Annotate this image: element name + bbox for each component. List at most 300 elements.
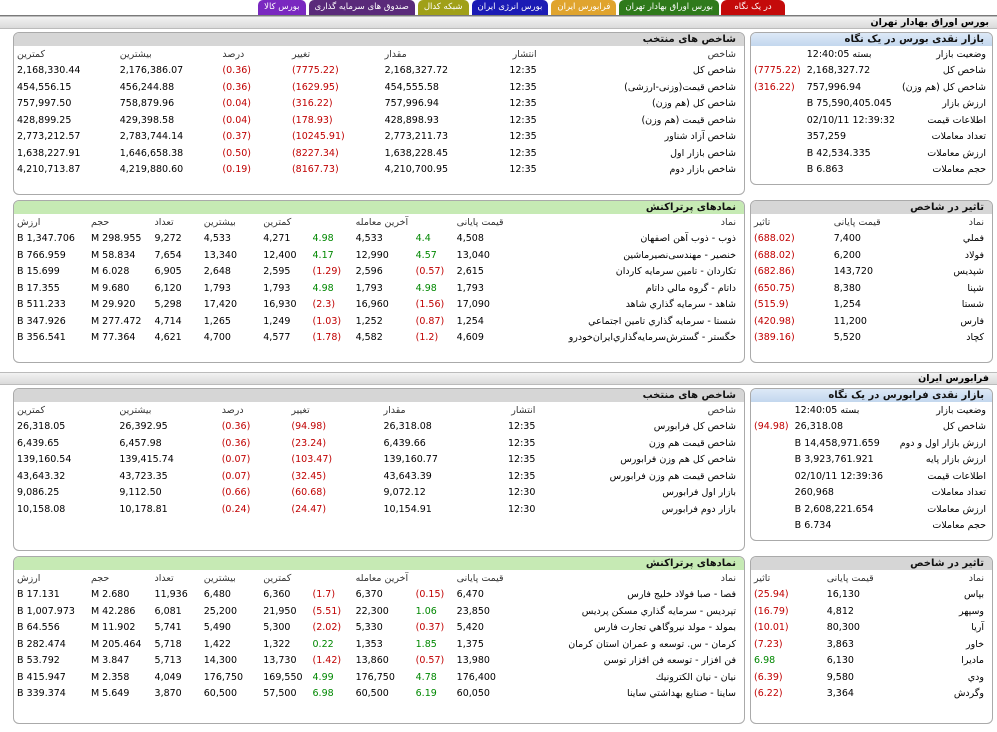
cell: 1,646,658.38 [119, 147, 184, 159]
tse-indices-panel [13, 32, 745, 195]
cell: 12:35 [509, 98, 537, 110]
glance-label: وضعیت بازار [936, 404, 986, 416]
glance-label: ارزش معاملات [927, 147, 986, 159]
cell: 9,272 [154, 233, 182, 245]
cell: 77.364 M [90, 332, 136, 344]
glance-row [751, 46, 992, 63]
symbol-link[interactable]: خگستر - گسترش‌سرمايه‌گذاري‌ايران‌خودرو [568, 332, 736, 344]
table-row [14, 686, 744, 703]
symbol-link[interactable]: خاور [966, 638, 984, 650]
symbol-link[interactable]: داتام - گروه مالي داتام [645, 282, 736, 294]
column-header: نماد [968, 216, 984, 228]
cell: 64.556 B [17, 622, 60, 634]
cell: (178.93) [291, 114, 333, 126]
symbol-link[interactable]: بپاس [963, 589, 984, 601]
table-row [14, 96, 744, 113]
cell: 429,398.58 [119, 114, 175, 126]
index-name[interactable]: شاخص آزاد شناور [664, 131, 736, 143]
cell: 428,899.25 [17, 114, 72, 126]
index-name[interactable]: شاخص کل فرابورس [653, 421, 736, 433]
cell: 4.98 [312, 233, 334, 245]
table-row [14, 162, 744, 179]
cell: 6.028 M [90, 266, 130, 278]
cell: (1.03) [312, 315, 342, 327]
header-row [14, 46, 744, 63]
symbol-link[interactable]: فملي [962, 233, 984, 245]
symbol-link[interactable]: خنصير - مهندسی‌نصيرماشين [623, 249, 736, 261]
cell: 511.233 B [17, 299, 66, 311]
symbol-link[interactable]: تپرديس - سرمايه گذاري مسكن پرديس [581, 605, 736, 617]
cell: 17.355 B [17, 282, 60, 294]
cell: 12:35 [509, 147, 537, 159]
cell: (0.07) [221, 470, 251, 482]
table-row [751, 264, 992, 281]
index-name[interactable]: شاخص قیمت هم وزن فرابورس [609, 470, 736, 482]
cell: 11,200 [833, 315, 867, 327]
glance-label: تعداد معاملات [931, 131, 986, 143]
table-row [14, 145, 744, 162]
cell: 16,960 [355, 299, 389, 311]
cell: (0.15) [415, 589, 445, 601]
ifb-popular-table [14, 570, 744, 702]
cell: 2,783,744.14 [119, 131, 184, 143]
cell: 6,130 [826, 655, 854, 667]
glance-value: 2,608,221.654 B [794, 503, 874, 515]
cell: 2,595 [263, 266, 291, 278]
cell: (0.36) [221, 421, 251, 433]
cell: 12:35 [507, 454, 536, 466]
glance-row [751, 96, 992, 113]
cell: 5,300 [263, 622, 291, 634]
cell: 1,375 [456, 638, 484, 650]
symbol-link[interactable]: شستا [961, 299, 984, 311]
cell: (8227.34) [291, 147, 339, 159]
cell: 15.699 B [17, 266, 60, 278]
tab-at-a-glance[interactable]: در یک نگاه [721, 0, 785, 15]
glance-value: 42,534.335 B [806, 147, 871, 159]
table-row [14, 247, 744, 264]
index-name[interactable]: شاخص کل (هم وزن) [651, 98, 736, 110]
glance-value: 357,259 [806, 131, 847, 143]
cell: 17,090 [456, 299, 490, 311]
symbol-link[interactable]: فارس [960, 315, 984, 327]
cell: (60.68) [291, 487, 327, 499]
column-header: قیمت پایانی [826, 572, 874, 584]
index-name[interactable]: شاخص کل هم وزن فرابورس [620, 454, 736, 466]
glance-row [751, 63, 992, 80]
cell: 4,700 [203, 332, 231, 344]
cell: 143,720 [833, 266, 874, 278]
cell: 12:35 [509, 131, 537, 143]
cell: 757,997.50 [17, 98, 72, 110]
symbol-link[interactable]: فن افزار - توسعه فن افزار توسن [603, 655, 736, 667]
symbol-link[interactable]: وسپهر [958, 605, 984, 617]
tse-impact-panel [750, 200, 993, 363]
index-name[interactable]: بازار اول فرابورس [662, 487, 736, 499]
cell: (6.22) [754, 688, 783, 700]
cell: 7,400 [833, 233, 861, 245]
cell: (0.19) [222, 164, 251, 176]
ifb-popular-panel [13, 556, 745, 724]
glance-row [751, 501, 992, 518]
cell: 2,168,330.44 [17, 65, 81, 77]
cell: 3,364 [826, 688, 854, 700]
symbol-link[interactable]: شستا - سرمايه گذاري تامين اجتماعي [588, 315, 736, 327]
table-row [14, 79, 744, 96]
table-row [751, 247, 992, 264]
table-row [751, 313, 992, 330]
cell: 2,648 [203, 266, 231, 278]
cell: 757,996.94 [384, 98, 439, 110]
ifb-glance-panel [750, 388, 993, 541]
cell: 12:35 [507, 437, 536, 449]
glance-change [751, 96, 804, 113]
panel-title: نمادهای پرتراکنش [14, 557, 744, 570]
cell: 6,200 [833, 249, 861, 261]
cell: 16,930 [263, 299, 297, 311]
cell: (0.37) [222, 131, 251, 143]
table-row [14, 419, 744, 436]
glance-row [751, 468, 992, 485]
column-header [310, 214, 353, 231]
column-header: درصد [222, 48, 245, 60]
cell: 11.902 M [90, 622, 136, 634]
column-header: آخرین معامله [355, 216, 409, 228]
cell: 11,936 [154, 589, 188, 601]
cell: (2.02) [312, 622, 342, 634]
index-name[interactable]: بازار دوم فرابورس [661, 503, 736, 515]
cell: 205.464 M [90, 638, 142, 650]
glance-change [751, 485, 792, 502]
tab-4[interactable]: صندوق های سرمایه گذاری [309, 0, 415, 15]
cell: 23,850 [456, 605, 490, 617]
symbol-link[interactable]: نيان - نيان الكترونيك [655, 671, 736, 683]
cell: 5,298 [154, 299, 182, 311]
cell: 4,210,700.95 [384, 164, 449, 176]
table-row [14, 653, 744, 670]
cell: 1,793 [456, 282, 484, 294]
glance-row [751, 435, 992, 452]
tab-0[interactable]: بورس اوراق بهادار تهران [619, 0, 719, 15]
column-header: حجم [90, 216, 110, 228]
cell: (7.23) [754, 638, 783, 650]
ifb-impact-panel [750, 556, 993, 724]
cell: 6,439.66 [383, 437, 426, 449]
cell: (650.75) [754, 282, 795, 294]
symbol-link[interactable]: بمولد - مولد نيروگاهي تجارت فارس [594, 622, 736, 634]
cell: 26,392.95 [119, 421, 168, 433]
table-row [751, 636, 992, 653]
ifb-indices-panel [13, 388, 745, 551]
cell: 4,210,713.87 [17, 164, 81, 176]
column-header: بیشترین [119, 48, 152, 60]
section-title-ifb: فرابورس ایران [0, 372, 997, 385]
table-row [751, 231, 992, 248]
glance-value: 6.734 B [794, 520, 832, 532]
column-header: ارزش [17, 572, 41, 584]
symbol-link[interactable]: كچاد [966, 332, 984, 344]
index-name[interactable]: شاخص بازار دوم [669, 164, 736, 176]
table-row [14, 501, 744, 518]
cell: (0.57) [415, 655, 445, 667]
symbol-link[interactable]: كرمان - س. توسعه و عمران استان كرمان [568, 638, 736, 650]
cell: 13,980 [456, 655, 490, 667]
glance-row [751, 485, 992, 502]
panel-title: بازار نقدی بورس در یک نگاه [751, 33, 992, 46]
glance-change [751, 452, 792, 469]
cell: 2.358 M [90, 671, 130, 683]
cell: 10,154.91 [383, 503, 432, 515]
glance-value: 12:39:32 02/10/11 [806, 114, 896, 126]
glance-value: 26,318.08 [794, 421, 843, 433]
glance-row [751, 452, 992, 469]
panel-title: نمادهای پرتراکنش [14, 201, 744, 214]
column-header: تاثیر [754, 572, 771, 584]
cell: 4.98 [415, 282, 437, 294]
header-row [14, 570, 744, 587]
column-header: کمترین [17, 48, 45, 60]
column-header [310, 570, 353, 587]
ifb-impact-table [751, 570, 992, 702]
glance-value: 260,968 [794, 487, 834, 499]
table-row [14, 63, 744, 80]
panel-title: بازار نقدی فرابورس در یک نگاه [751, 389, 992, 402]
symbol-link[interactable]: وگردش [953, 688, 984, 700]
table-row [14, 452, 744, 469]
cell: 6,081 [154, 605, 182, 617]
cell: 26,318.05 [17, 421, 66, 433]
cell: 1.06 [415, 605, 437, 617]
column-header: کمترین [263, 216, 292, 228]
column-header: شاخص [707, 48, 736, 60]
tse-glance-panel [750, 32, 993, 185]
glance-change [751, 162, 804, 179]
cell: 5.649 M [90, 688, 130, 700]
glance-label: اطلاعات قیمت [927, 470, 986, 482]
symbol-link[interactable]: تكاردان - تامين سرمايه كاردان [615, 266, 736, 278]
column-header [413, 570, 454, 587]
glance-row [751, 79, 992, 96]
cell: 4.4 [415, 233, 431, 245]
cell: 4,219,880.60 [119, 164, 184, 176]
cell: (25.94) [754, 589, 789, 601]
cell: 277.472 M [90, 315, 142, 327]
cell: 4.99 [312, 671, 334, 683]
symbol-link[interactable]: شاهد - سرمايه گذاري شاهد [625, 299, 736, 311]
cell: (0.87) [415, 315, 445, 327]
cell: 80,300 [826, 622, 860, 634]
table-row [14, 435, 744, 452]
glance-row [751, 112, 992, 129]
glance-change [751, 402, 792, 419]
table-row [14, 587, 744, 604]
cell: (5.51) [312, 605, 342, 617]
cell: 1,249 [263, 315, 291, 327]
table-row [751, 280, 992, 297]
panel-title: شاخص های منتخب [14, 389, 744, 402]
column-header: ارزش [17, 216, 41, 228]
cell: 139,160.54 [17, 454, 72, 466]
tab-5[interactable]: بورس کالا [258, 0, 305, 15]
symbol-link[interactable]: فصا - صبا فولاد خليج فارس [627, 589, 736, 601]
cell: 456,244.88 [119, 81, 175, 93]
table-row [751, 587, 992, 604]
cell: 6,370 [355, 589, 383, 601]
cell: 6.98 [754, 655, 776, 667]
cell: 1,793 [203, 282, 231, 294]
cell: (0.07) [221, 454, 251, 466]
index-name[interactable]: شاخص قیمت هم وزن [648, 437, 736, 449]
symbol-link[interactable]: ودي [967, 671, 984, 683]
table-row [751, 686, 992, 703]
cell: 1.85 [415, 638, 437, 650]
tab-bar [258, 0, 719, 15]
cell: 176,750 [203, 671, 244, 683]
column-header: حجم [90, 572, 110, 584]
tab-2[interactable]: بورس انرژی ایران [472, 0, 549, 15]
table-row [14, 620, 744, 637]
index-name[interactable]: شاخص کل [692, 65, 736, 77]
cell: 0.22 [312, 638, 334, 650]
table-row [14, 603, 744, 620]
cell: (1.29) [312, 266, 342, 278]
cell: (24.47) [291, 503, 327, 515]
table-row [14, 231, 744, 248]
cell: 3.847 M [90, 655, 130, 667]
cell: (688.02) [754, 249, 795, 261]
glance-label: ارزش معاملات [927, 503, 986, 515]
cell: 454,556.15 [17, 81, 72, 93]
cell: 43,643.39 [383, 470, 432, 482]
cell: 1,353 [355, 638, 383, 650]
glance-change: (7775.22) [754, 65, 801, 77]
table-row [14, 669, 744, 686]
cell: 12:35 [509, 114, 537, 126]
cell: 13,340 [203, 249, 238, 261]
cell: 12:30 [507, 487, 536, 499]
cell: (688.02) [754, 233, 795, 245]
glance-row [751, 145, 992, 162]
glance-label: ارزش بازار [942, 98, 986, 110]
tse-impact-table [751, 214, 992, 346]
cell: (515.9) [754, 299, 789, 311]
cell: (2.3) [312, 299, 336, 311]
table-row [14, 129, 744, 146]
cell: (23.24) [291, 437, 327, 449]
table-row [14, 330, 744, 347]
glance-value: بسته 12:40:05 [794, 404, 860, 416]
cell: 3,870 [154, 688, 182, 700]
cell: (420.98) [754, 315, 795, 327]
glance-change [751, 46, 804, 63]
column-header: قیمت پایانی [833, 216, 881, 228]
table-row [751, 620, 992, 637]
cell: (1.7) [312, 589, 336, 601]
symbol-link[interactable]: ساينا - صنايع بهداشتي ساينا [627, 688, 736, 700]
column-header: کمترین [263, 572, 292, 584]
cell: 9,086.25 [17, 487, 60, 499]
symbol-link[interactable]: فولاد [964, 249, 984, 261]
symbol-link[interactable]: شپديس [953, 266, 984, 278]
cell: (6.39) [754, 671, 783, 683]
cell: 4,577 [263, 332, 291, 344]
cell: 43,723.35 [119, 470, 168, 482]
glance-label: شاخص کل [942, 65, 986, 77]
cell: 25,200 [203, 605, 238, 617]
table-row [751, 603, 992, 620]
column-header: تعداد [154, 216, 174, 228]
index-name[interactable]: شاخص بازار اول [670, 147, 736, 159]
cell: 454,555.58 [384, 81, 439, 93]
cell: 16,130 [826, 589, 860, 601]
index-name[interactable]: شاخص قیمت (هم وزن) [641, 114, 736, 126]
cell: 5,718 [154, 638, 182, 650]
cell: 6.19 [415, 688, 437, 700]
column-header: کمترین [17, 404, 45, 416]
cell: (1.42) [312, 655, 342, 667]
column-header: بیشترین [119, 404, 152, 416]
glance-change: (94.98) [754, 421, 789, 433]
glance-label: ارزش بازار اول و دوم [899, 437, 986, 449]
cell: 13,860 [355, 655, 389, 667]
symbol-link[interactable]: ذوب - ذوب آهن اصفهان [640, 233, 736, 245]
cell: 2,773,212.57 [17, 131, 81, 143]
tab-3[interactable]: شبکه کدال [418, 0, 469, 15]
tab-1[interactable]: فرابورس ایران [551, 0, 616, 15]
glance-change [751, 468, 792, 485]
glance-value: 6.863 B [806, 164, 844, 176]
glance-change [751, 501, 792, 518]
cell: 17,420 [203, 299, 238, 311]
column-header: انتشار [511, 404, 536, 416]
cell: 1,322 [263, 638, 291, 650]
index-name[interactable]: شاخص قیمت(وزنی-ارزشی) [624, 81, 736, 93]
cell: 4,271 [263, 233, 291, 245]
cell: (1.56) [415, 299, 445, 311]
symbol-link[interactable]: آريا [971, 622, 984, 634]
cell: (32.45) [291, 470, 327, 482]
cell: 139,160.77 [383, 454, 438, 466]
cell: 339.374 B [17, 688, 66, 700]
header-row [751, 570, 992, 587]
ifb-indices-table [14, 402, 744, 518]
cell: 1,638,227.91 [17, 147, 81, 159]
glance-value: 75,590,405.045 B [806, 98, 892, 110]
cell: 766.959 B [17, 249, 66, 261]
cell: 4,533 [355, 233, 383, 245]
cell: 12,400 [263, 249, 297, 261]
cell: 4,812 [826, 605, 854, 617]
cell: (0.57) [415, 266, 445, 278]
glance-label: وضعیت بازار [936, 48, 986, 60]
glance-row [751, 402, 992, 419]
symbol-link[interactable]: شپنا [967, 282, 984, 294]
glance-label: شاخص کل (هم وزن) [901, 81, 986, 93]
column-header [413, 214, 454, 231]
cell: 282.474 B [17, 638, 66, 650]
panel-title: تاثیر در شاخص [751, 201, 992, 214]
cell: (0.04) [222, 114, 251, 126]
symbol-link[interactable]: ماديرا [961, 655, 984, 667]
cell: 4.17 [312, 249, 334, 261]
cell: (0.04) [222, 98, 251, 110]
cell: 5,520 [833, 332, 861, 344]
glance-value: 12:39:36 02/10/11 [794, 470, 884, 482]
table-row [14, 264, 744, 281]
column-header: بیشترین [203, 216, 236, 228]
cell: 1,252 [355, 315, 383, 327]
cell: 6,120 [154, 282, 182, 294]
